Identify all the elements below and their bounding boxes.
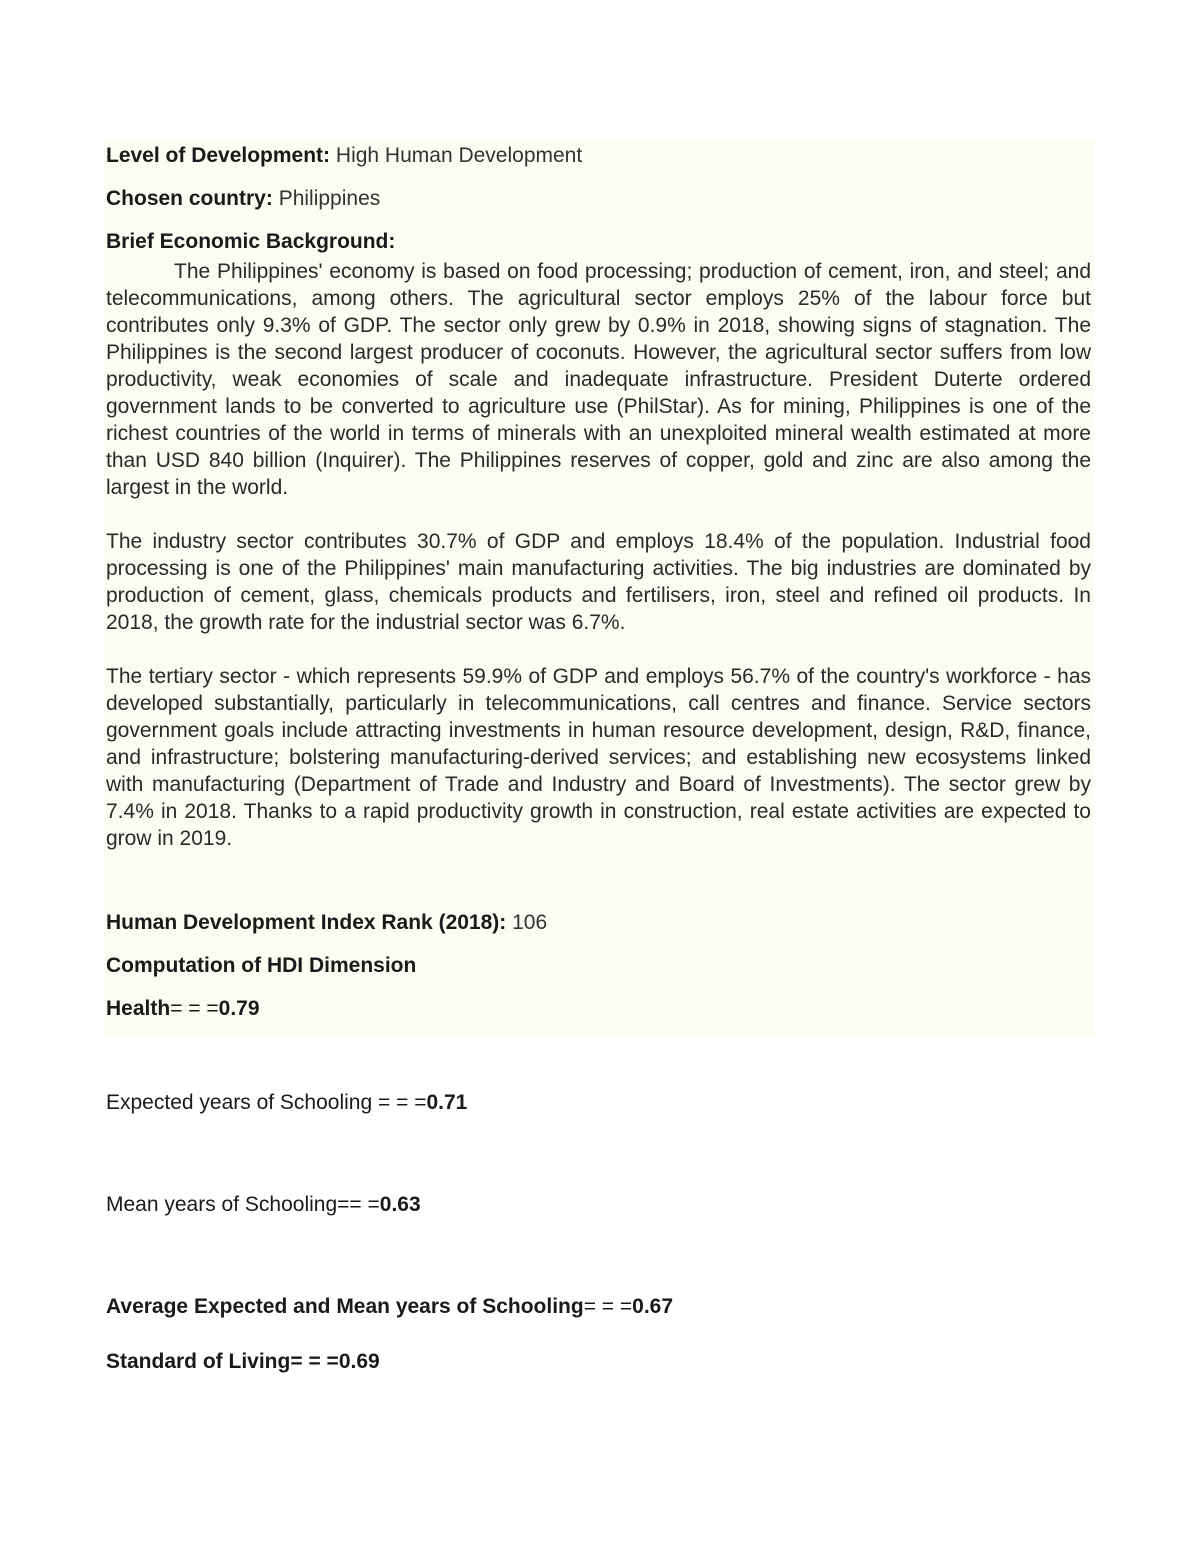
mean-value: 0.63 xyxy=(379,1193,421,1216)
mean-schooling-line xyxy=(106,1191,1091,1218)
health-label: Health xyxy=(106,997,171,1020)
brief-background-heading xyxy=(106,228,1091,255)
hdi-rank-label: Human Development Index Rank (2018): xyxy=(106,911,507,934)
document-content xyxy=(106,142,1091,1375)
hdi-rank-value: 106 xyxy=(512,911,548,934)
expected-equals: = = = xyxy=(372,1091,427,1114)
average-schooling-line xyxy=(106,1293,1091,1320)
mean-label: Mean years of Schooling xyxy=(106,1193,338,1216)
paragraph-industry: The industry sector contributes 30.7% of GDP and employs 18.4% of the population. Industrial food processing is one of the Philippines' main manufacturing activities. The big industries are dominated by production of cement, glass, chemicals products and fertilisers, iron, steel and refined oil products. In 2018, the growth rate for the industrial sector was 6.7%. xyxy=(106,530,1091,634)
level-value: High Human Development xyxy=(335,144,583,167)
living-equals: = = = xyxy=(290,1350,339,1373)
expected-schooling-line xyxy=(106,1089,1091,1116)
health-value: 0.79 xyxy=(218,997,260,1020)
average-value: 0.67 xyxy=(632,1295,674,1318)
average-equals: = = = xyxy=(583,1295,633,1318)
expected-value: 0.71 xyxy=(426,1091,468,1114)
country-label: Chosen country: xyxy=(106,187,273,210)
computation-heading xyxy=(106,952,1091,979)
country-value: Philippines xyxy=(278,187,381,210)
chosen-country-line xyxy=(106,185,1091,212)
level-of-development-line xyxy=(106,142,1091,169)
paragraph-agriculture: The Philippines' economy is based on food processing; production of cement, iron, and steel; and telecommunications, among others. The agricultural sector employs 25% of the labour force but contributes only 9.3% of GDP. The sector only grew by 0.9% in 2018, showing signs of stagnation. The Philippines is the second largest producer of coconuts. However, the agricultural sector suffers from low productivity, weak economies of scale and inadequate infrastructure. President Duterte ordered government lands to be converted to agriculture use (PhilStar). As for mining, Philippines is one of the richest countries of the world in terms of minerals with an unexploited mineral wealth estimated at more than USD 840 billion (Inquirer). The Philippines reserves of copper, gold and zinc are also among the largest in the world. xyxy=(106,260,1091,499)
expected-label: Expected years of Schooling xyxy=(106,1091,373,1114)
hdi-rank-line xyxy=(106,909,1091,936)
standard-of-living-line xyxy=(106,1348,1091,1375)
living-value: 0.69 xyxy=(338,1350,380,1373)
average-label: Average Expected and Mean years of Schooling xyxy=(106,1295,584,1318)
health-equals: = = = xyxy=(170,997,219,1020)
health-line xyxy=(106,995,1091,1022)
mean-equals: == = xyxy=(337,1193,380,1216)
computation-label: Computation of HDI Dimension xyxy=(106,954,417,977)
background-label: Brief Economic Background: xyxy=(106,230,396,253)
living-label: Standard of Living xyxy=(106,1350,291,1373)
level-label: Level of Development: xyxy=(106,144,331,167)
paragraph-tertiary: The tertiary sector - which represents 59.9% of GDP and employs 56.7% of the country's workforce - has developed substantially, particularly in telecommunications, call centres and finance. Service sectors government goals include attracting investments in human resource development, design, R&D, finance, and infrastructure; bolstering manufacturing-derived services; and establishing new ecosystems linked with manufacturing (Department of Trade and Industry and Board of Investments). The sector grew by 7.4% in 2018. Thanks to a rapid productivity growth in construction, real estate activities are expected to grow in 2019. xyxy=(106,665,1091,850)
